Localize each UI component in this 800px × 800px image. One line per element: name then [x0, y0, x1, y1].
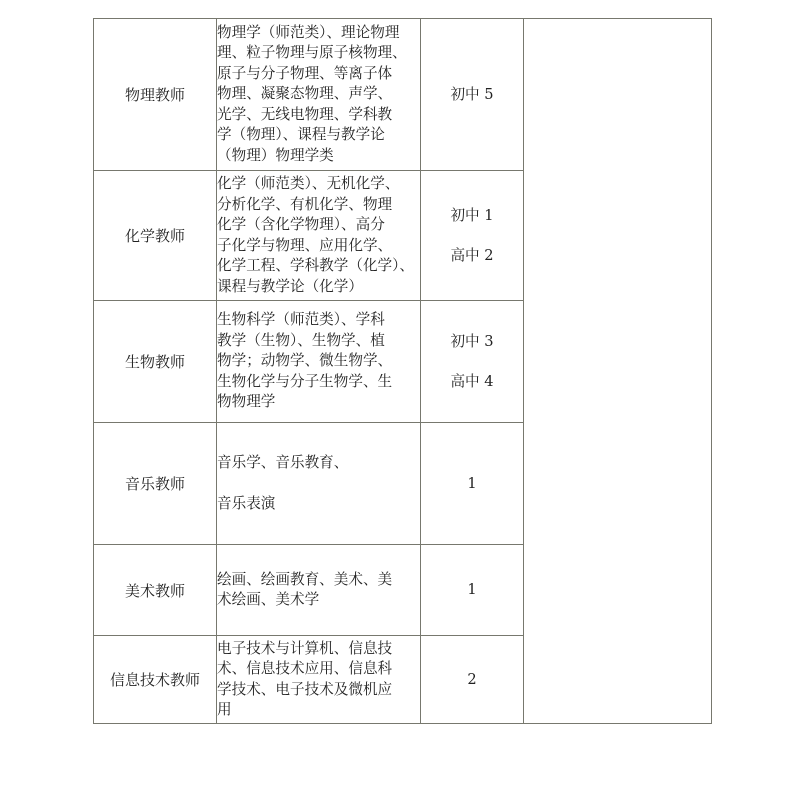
position-cell [94, 301, 217, 423]
count-cell [421, 636, 524, 724]
count-value: 高中 2 [450, 246, 494, 264]
count-cell [421, 545, 524, 636]
major-line: 化学工程、学科教学（化学）、 [217, 257, 415, 274]
position-name: 生物教师 [124, 353, 185, 371]
position-cell [94, 636, 217, 724]
major-cell [217, 171, 421, 301]
major-line: 化学（师范类）、无机化学、 [217, 175, 400, 192]
major-cell [217, 19, 421, 171]
major-line: 用 [217, 701, 232, 718]
count-value: 初中 1 [450, 206, 494, 224]
position-cell [94, 545, 217, 636]
major-line: 物物理学 [217, 393, 276, 411]
count-value: 1 [467, 581, 477, 598]
count-cell [421, 301, 524, 423]
major-cell [217, 636, 421, 724]
major-line: 学（物理）、课程与教学论 [217, 126, 385, 144]
major-line: 生物科学（师范类）、学科 [217, 311, 385, 329]
position-cell [94, 171, 217, 301]
major-line: 音乐学、音乐教育、 [217, 454, 349, 471]
count-value: 初中 3 [450, 332, 494, 350]
remarks-cell [524, 19, 712, 724]
count-value: 初中 5 [450, 85, 494, 103]
position-cell [94, 423, 217, 545]
major-line: （物理）物理学类 [217, 146, 334, 164]
major-line: 物理、凝聚态物理、声学、 [217, 85, 393, 103]
count-value: 高中 4 [450, 372, 494, 390]
recruitment-table [93, 18, 712, 724]
position-cell [94, 19, 217, 171]
major-line: 化学（含化学物理）、高分 [217, 216, 385, 233]
major-cell [217, 545, 421, 636]
major-line: 理、粒子物理与原子核物理、 [217, 44, 407, 62]
position-name: 音乐教师 [124, 475, 185, 493]
major-line: 光学、无线电物理、学科教 [217, 105, 393, 123]
count-value: 2 [467, 670, 477, 688]
table-row [94, 19, 712, 171]
major-line: 学技术、电子技术及微机应 [217, 680, 393, 698]
major-line: 术绘画、美术学 [217, 591, 320, 608]
position-name: 美术教师 [124, 581, 185, 600]
major-line: 生物化学与分子生物学、生 [217, 372, 393, 390]
major-line: 原子与分子物理、等离子体 [217, 64, 393, 82]
count-value: 1 [467, 474, 477, 492]
position-name: 物理教师 [124, 86, 185, 104]
major-cell [217, 301, 421, 423]
count-cell [421, 423, 524, 545]
major-line: 电子技术与计算机、信息技 [217, 639, 393, 657]
major-line: 绘画、绘画教育、美术、美 [217, 570, 393, 588]
position-name: 化学教师 [124, 227, 185, 245]
major-line: 物理学（师范类）、理论物理 [217, 23, 400, 41]
count-cell [421, 19, 524, 171]
major-line: 物学；动物学、微生物学、 [217, 352, 393, 370]
major-line: 教学（生物）、生物学、植 [217, 331, 385, 349]
major-line: 子化学与物理、应用化学、 [217, 236, 393, 254]
major-line: 课程与教学论（化学） [217, 277, 363, 295]
major-line: 分析化学、有机化学、物理 [217, 195, 393, 213]
major-cell [217, 423, 421, 545]
count-cell [421, 171, 524, 301]
position-name: 信息技术教师 [109, 671, 200, 689]
major-line: 音乐表演 [217, 494, 276, 512]
major-line: 术、信息技术应用、信息科 [217, 660, 393, 677]
